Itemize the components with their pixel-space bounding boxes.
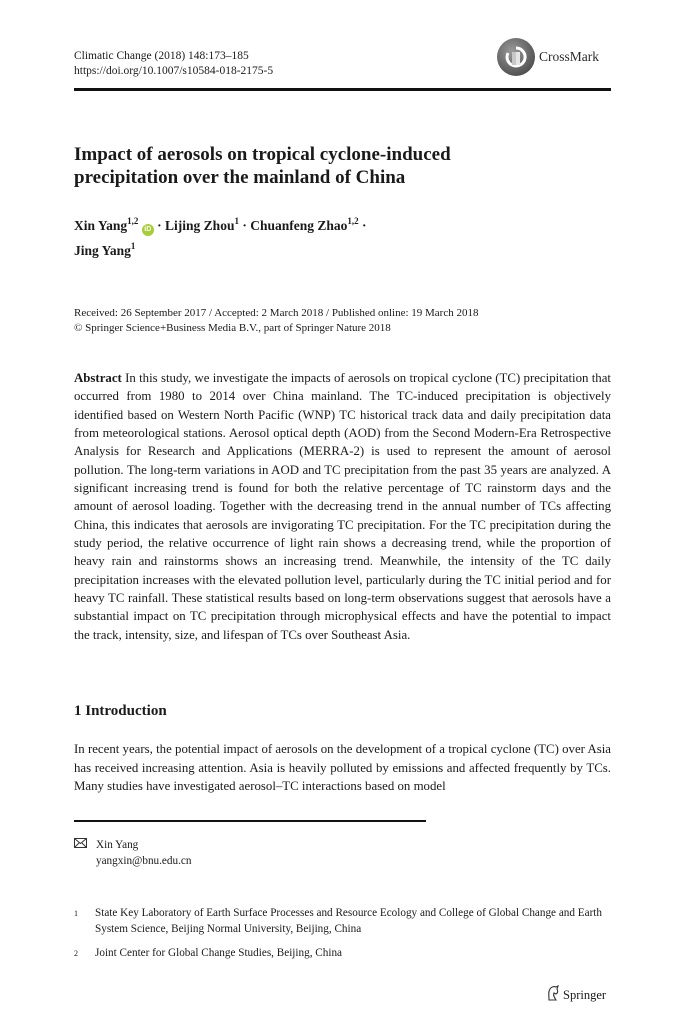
publication-dates	[74, 306, 611, 336]
publisher-name: Springer	[563, 987, 607, 1002]
contact-name: Xin Yang	[96, 839, 139, 851]
crossmark-icon	[497, 38, 535, 76]
journal-line: Climatic Change (2018) 148:173–185	[74, 50, 249, 62]
author-separator: ·	[153, 218, 166, 233]
footnote-rule	[74, 820, 426, 822]
abstract-label: Abstract	[74, 371, 122, 385]
orcid-icon[interactable]: iD	[142, 224, 154, 236]
corresponding-author	[74, 838, 191, 869]
author-separator: ·	[358, 218, 367, 233]
author-affil-sup: 1	[234, 216, 239, 226]
crossmark-button[interactable]	[497, 34, 613, 80]
affiliation-item	[74, 946, 611, 962]
springer-horse-icon	[546, 985, 560, 1005]
author-affil-sup: 1,2	[347, 216, 359, 226]
journal-citation	[74, 49, 273, 79]
author-affil-sup: 1	[130, 241, 136, 251]
affiliation-item	[74, 906, 611, 937]
author-list	[74, 211, 611, 261]
abstract-text: In this study, we investigate the impacts of aerosols on tropical cyclone (TC) precipitation that occurred from 1980 to 2014 over China mainland. The TC-induced precipitation is objectively identified based on Western North Pacific (WNP) TC historical track data and daily precipitation data from meteorological stations. Aerosol optical depth (AOD) from the Second Modern-Era Retrospective Analysis for Research and Applications (MERRA-2) is used to represent the amount of aerosol pollution. The long-term variations in AOD and TC precipitation from the past 35 years are analyzed. A significant increasing trend is found for both the relative percentage of TC rainstorm days and the amount of aerosol loading. Together with the decreasing trend in the annual number of TCs affecting China, this indicates that aerosols are invigorating TC precipitation. For the TC precipitation during the study period, the relative occurrence of light rain shows a decreasing trend, while the proportion of heavy rain and rainstorms shows an increasing trend. Meanwhile, the intensity of the TC daily precipitation increases with the elevated pollution level, particularly during the TC initial period and for heavy TC rainfall. These statistical results based on long-term observations suggest that aerosols have a substantial impact on TC precipitation through microphysical effects and have the potential to impact the track, intensity, size, and lifespan of TCs over Southeast Asia.	[74, 371, 611, 642]
section-heading: 1 Introduction	[74, 703, 167, 719]
abstract	[74, 369, 611, 644]
author-name[interactable]: Lijing Zhou	[165, 218, 235, 233]
affiliation-number: 2	[74, 949, 78, 958]
contact-email[interactable]: yangxin@bnu.edu.cn	[96, 854, 192, 867]
header-rule	[74, 88, 611, 91]
envelope-icon	[74, 838, 96, 854]
affiliation-number: 1	[74, 909, 78, 918]
crossmark-label: CrossMark	[539, 49, 599, 64]
affiliation-text: Joint Center for Global Change Studies, Beijing, China	[95, 947, 343, 959]
publisher-logo	[546, 985, 606, 1005]
author-affil-sup: 1,2	[127, 216, 139, 226]
doi-link[interactable]: https://doi.org/10.1007/s10584-018-2175-5	[74, 65, 274, 77]
title-line-2: precipitation over the mainland of China	[74, 167, 406, 188]
title-line-1: Impact of aerosols on tropical cyclone-induced	[74, 144, 451, 165]
affiliation-text: State Key Laboratory of Earth Surface Processes and Resource Ecology and College of Global Change and Earth System Science, Beijing Normal University, Beijing, China	[95, 907, 602, 935]
author-name[interactable]: Xin Yang	[74, 218, 128, 233]
author-name[interactable]: Chuanfeng Zhao	[250, 218, 348, 233]
intro-paragraph: In recent years, the potential impact of aerosols on the development of a tropical cyclone (TC) over Asia has received increasing attention. Asia is heavily polluted by emissions and affected frequently by TCs. Many studies have investigated aerosol–TC interactions based on model	[74, 742, 611, 794]
paper-title	[74, 143, 611, 189]
author-name[interactable]: Jing Yang	[74, 243, 131, 258]
copyright-line: © Springer Science+Business Media B.V., part of Springer Nature 2018	[74, 322, 391, 334]
author-separator: ·	[238, 218, 251, 233]
dates-line: Received: 26 September 2017 / Accepted: 2 March 2018 / Published online: 19 March 2018	[74, 307, 479, 319]
